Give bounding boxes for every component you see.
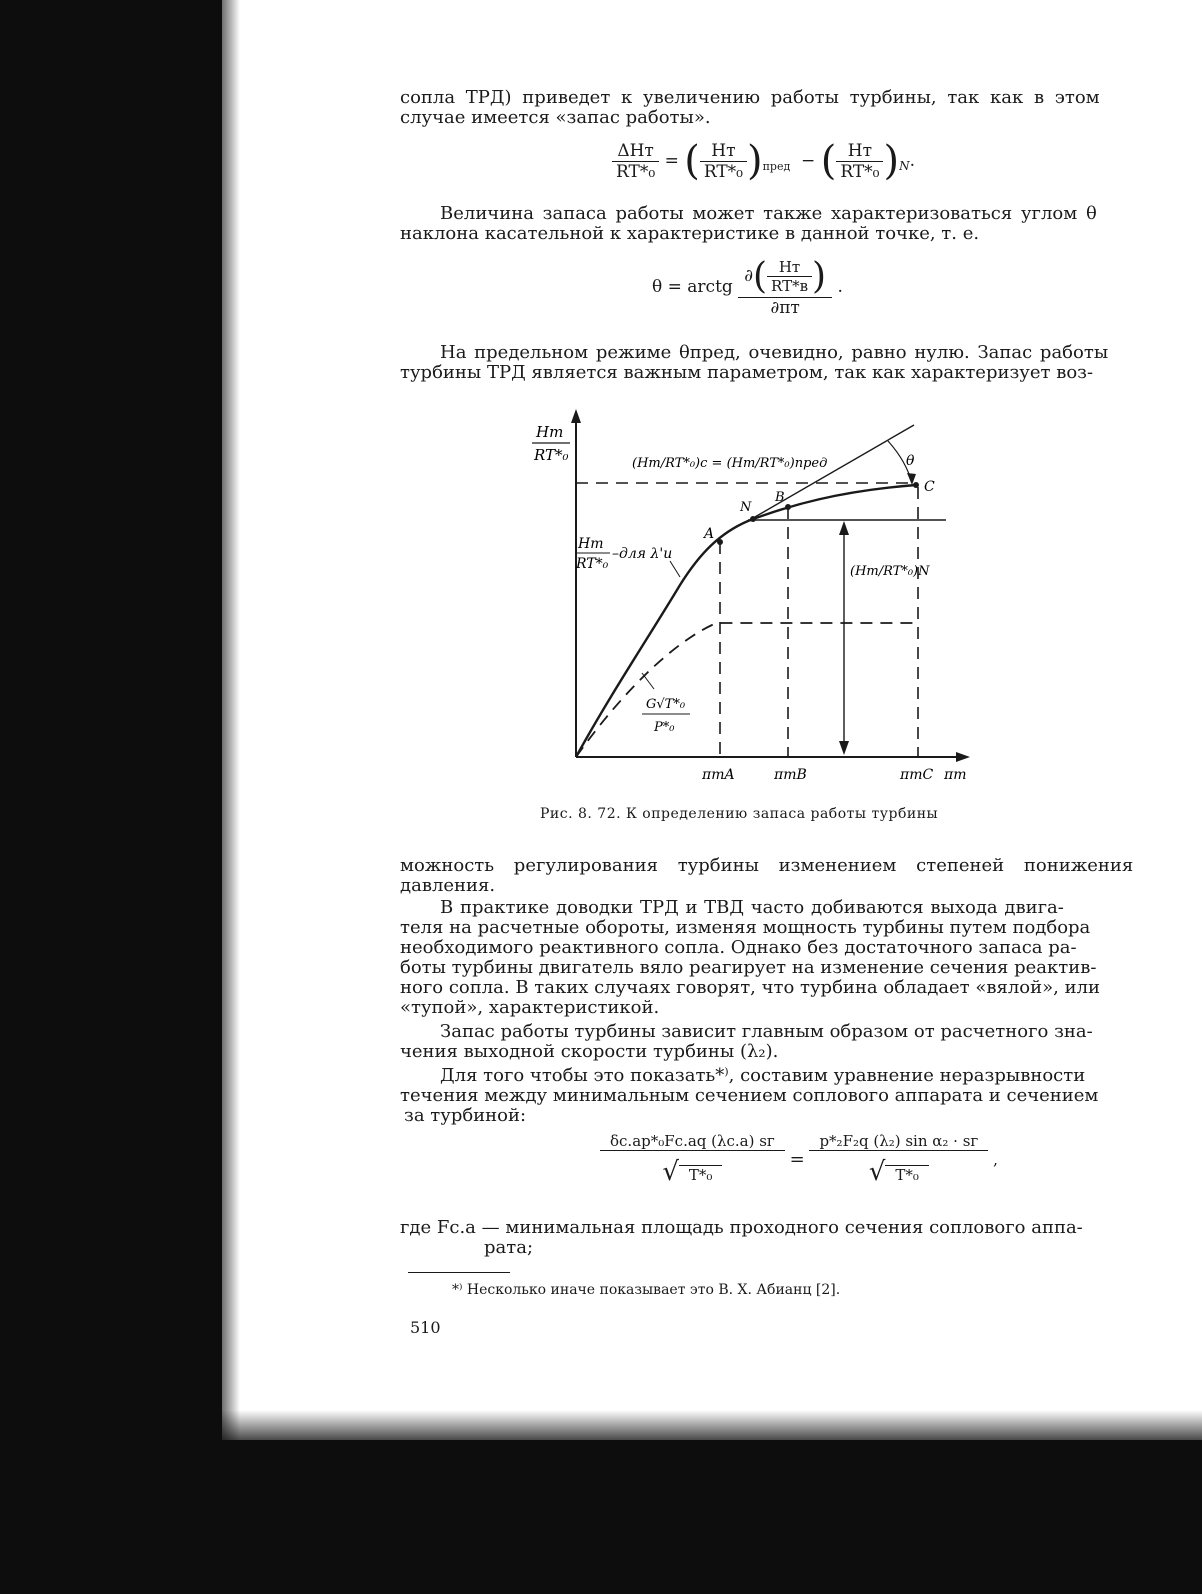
figure-turbine-characteristic — [520, 405, 980, 795]
flow-label-den: P*₀ — [654, 720, 675, 735]
definition-line-2: рата; — [484, 1237, 534, 1258]
flow-parameter-curve — [576, 623, 918, 757]
x-axis-label: πт — [944, 767, 967, 783]
n-bracket-label: (Hт/RT*₀)N — [850, 564, 930, 579]
paragraph-3-line-1: На предельном режиме θпред, очевидно, равно нулю. Запас работы — [440, 342, 1109, 363]
eq3-lhs-num: δс.аp*₀Fс.аq (λс.а) sг — [600, 1132, 785, 1151]
y-axis-arrow-icon — [571, 409, 581, 423]
eq1-t2-num: Hт — [836, 141, 883, 162]
paragraph-2-line-2: наклона касательной к характеристике в данной точке, т. е. — [400, 223, 980, 244]
paragraph-4-line-2: давления. — [400, 875, 496, 896]
paragraph-5-line-5: ного сопла. В таких случаях говорят, что турбина обладает «вялой», или — [400, 977, 1101, 998]
pred-equation-label: (Hт/RT*₀)c = (Hт/RT*₀)пред — [632, 456, 828, 471]
equation-continuity: $\frac{\text{δс.аp*₀Fс.аq (λс.а) sг}}{\text{√ T*₀}}$ = $\frac{\text{p*₂F₂q (λ₂) sin α₂ · sг}}{\text{√ T*₀}}$ , — [600, 1132, 998, 1187]
eq1-t1-num: Hт — [700, 141, 747, 162]
x-tick-a: πтA — [702, 767, 735, 783]
n-range-arrow-up-icon — [839, 521, 849, 535]
paragraph-3-line-2: турбины ТРД является важным параметром, так как характеризует воз- — [400, 362, 1094, 383]
paragraph-6-line-2: чения выходной скорости турбины (λ₂). — [400, 1041, 779, 1062]
equation-work-reserve: $\frac{\text{ΔHт}}{\text{RT*₀}}$ = ( $\frac{Hт}{\text{RT*₀}}$ )$_{пред}$ − ( $\frac{Hт}{\text{RT*₀}}$ )$_N$. — [612, 138, 915, 184]
work-characteristic-curve — [576, 485, 916, 757]
eq1-lhs-num: ΔHт — [612, 141, 659, 162]
paragraph-5-line-6: «тупой», характеристикой. — [400, 997, 660, 1018]
eq2-den: ∂πт — [770, 298, 800, 318]
flow-label-leader — [642, 673, 654, 689]
n-range-arrow-down-icon — [839, 741, 849, 755]
footnote-rule — [408, 1272, 510, 1273]
paragraph-7-line-1: Для того чтобы это показать*⁾, составим уравнение неразрывности — [440, 1065, 1086, 1086]
eq1-t2-sub: N — [899, 158, 910, 173]
paragraph-1-line-2: случае имеется «запас работы». — [400, 107, 711, 128]
y-axis-label-num: Hт — [536, 423, 564, 441]
paragraph-6-line-1: Запас работы турбины зависит главным образом от расчетного зна- — [440, 1021, 1093, 1042]
curve-label-num: Hт — [578, 536, 604, 552]
definition-line-1: где Fс.а — минимальная площадь проходного сечения соплового аппа- — [400, 1217, 1083, 1238]
paragraph-5-line-1: В практике доводки ТРД и ТВД часто добиваются выхода двига- — [440, 897, 1064, 918]
point-a-label: A — [704, 526, 715, 542]
footnote: *⁾ Несколько иначе показывает это В. Х. Абианц [2]. — [452, 1282, 841, 1298]
eq3-lhs-den: T*₀ — [679, 1165, 723, 1184]
figure-caption: Рис. 8. 72. К определению запаса работы турбины — [540, 806, 939, 822]
paragraph-1-line-1: сопла ТРД) приведет к увеличению работы турбины, так как в этом — [400, 87, 1100, 108]
paragraph-4-line-1: можность регулирования турбины изменением степеней понижения — [400, 855, 1134, 876]
eq1-t2-den: RT*₀ — [840, 161, 880, 182]
eq3-rhs-num: p*₂F₂q (λ₂) sin α₂ · sг — [809, 1132, 988, 1151]
x-axis-arrow-icon — [956, 752, 970, 762]
paragraph-5-line-4: боты турбины двигатель вяло реагирует на изменение сечения реактив- — [400, 957, 1097, 978]
paragraph-7-line-3: за турбиной: — [404, 1105, 527, 1126]
paragraph-7-line-2: течения между минимальным сечением соплового аппарата и сечением — [400, 1085, 1099, 1106]
x-tick-c: πтC — [900, 767, 934, 783]
tangent-line — [748, 425, 914, 521]
point-n-label: N — [740, 500, 752, 515]
point-b-label: B — [775, 490, 785, 505]
curve-label-den: RT*₀ — [576, 556, 609, 572]
flow-label-num: G√T*₀ — [646, 697, 686, 712]
point-n-marker — [750, 516, 756, 522]
point-c-label: C — [924, 479, 935, 495]
paragraph-2-line-1: Величина запаса работы может также характеризоваться углом θ — [440, 203, 1097, 224]
eq3-rhs-den: T*₀ — [885, 1165, 929, 1184]
eq1-t1-sub: пред — [762, 159, 791, 173]
theta-label: θ — [906, 453, 915, 469]
eq2-inner-den: RT*в — [771, 277, 809, 295]
eq2-inner-num: Hт — [767, 258, 812, 277]
page-number: 510 — [410, 1318, 441, 1337]
paragraph-5-line-3: необходимого реактивного сопла. Однако без достаточного запаса ра- — [400, 937, 1077, 958]
x-tick-b: πтB — [774, 767, 807, 783]
eq1-lhs-den: RT*₀ — [616, 161, 656, 182]
paragraph-5-line-2: теля на расчетные обороты, изменяя мощность турбины путем подбора — [400, 917, 1091, 938]
curve-label-suffix: –для λ'и — [612, 546, 673, 562]
curve-label-leader — [670, 561, 680, 577]
eq2-lhs: θ = arctg — [652, 277, 733, 297]
y-axis-label-den: RT*₀ — [534, 446, 569, 464]
equation-theta: θ = arctg ∂( $\frac{Hт}{RT*в}$ ) ∂πт . — [652, 256, 843, 318]
eq1-t1-den: RT*₀ — [703, 161, 743, 182]
